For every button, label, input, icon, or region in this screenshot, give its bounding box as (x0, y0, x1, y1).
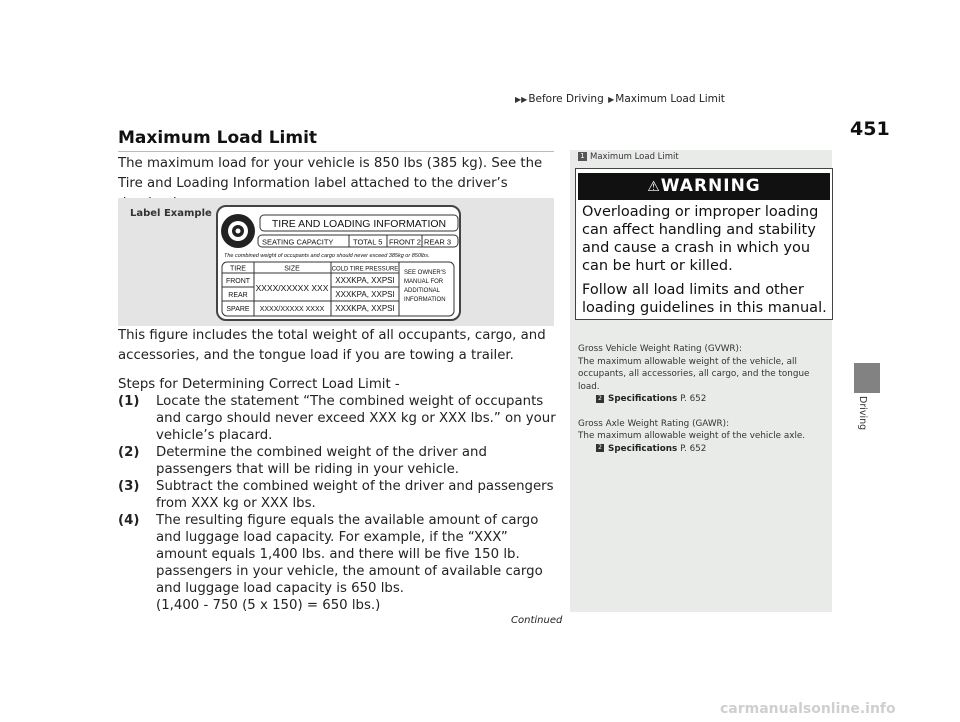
tire-loading-label (216, 205, 461, 321)
tire-icon (221, 214, 255, 248)
warning-header: ⚠WARNING (578, 173, 830, 200)
reference-arrow-icon: 2 (596, 444, 604, 452)
main-body (118, 326, 558, 614)
watermark: carmanualsonline.info (720, 701, 896, 717)
step-item: (3) Subtract the combined weight of the driver and passengers from XXX kg or XXX lbs. (118, 479, 554, 511)
row-rear: REAR (228, 292, 248, 299)
gawr-text: The maximum allowable weight of the vehicle axle. (578, 431, 806, 441)
col-tire: TIRE (230, 265, 246, 273)
breadcrumb-arrow-icon: ▶▶ (515, 95, 528, 104)
steps-heading: Steps for Determining Correct Load Limit - (118, 377, 400, 392)
see-owners-manual: SEE OWNER'S MANUAL FOR ADDITIONAL INFORMATION (404, 270, 446, 303)
row-spare: SPARE (226, 306, 250, 313)
col-pressure: COLD TIRE PRESSURE (331, 266, 399, 273)
gvwr-text: The maximum allowable weight of the vehicle, all occupants, all accessories, all cargo, and the tongue load. (578, 356, 810, 392)
total-label: TOTAL 5 (353, 237, 383, 247)
size-spare: XXXX/XXXXX XXXX (259, 306, 325, 313)
warning-text: Overloading or improper loading can affect handling and stability and cause a crash in which you can be hurt or killed. Follow all load limits and other loading guidelines in this manual. (582, 204, 827, 316)
chapter-tab[interactable] (854, 363, 880, 393)
warning-icon: ⚠ (647, 179, 661, 195)
figure-description: This figure includes the total weight of all occupants, cargo, and accessories, and the tongue load if you are towing a trailer. (118, 328, 546, 363)
rear-seating-label: REAR 3 (424, 237, 452, 247)
figure-label: Label Example (130, 208, 212, 219)
step-item: (1) Locate the statement “The combined weight of occupants and cargo should never exceed XXX kg or XXX lbs.” on your vehicle’s placard. (118, 394, 556, 443)
intro-paragraph: The maximum load for your vehicle is 850 lbs (385 kg). See the Tire and Loading Information label attached to the driver’s (118, 156, 543, 191)
seating-capacity-label: SEATING CAPACITY (262, 237, 334, 247)
page-title: Maximum Load Limit (118, 128, 318, 148)
gawr-title: Gross Axle Weight Rating (GAWR): (578, 418, 730, 429)
step-item: (2) Determine the combined weight of the driver and passengers that will be riding in your vehicle. (118, 445, 487, 477)
breadcrumb-arrow-icon: ▶ (608, 95, 615, 104)
note-number-icon: 1 (578, 152, 587, 161)
pressure-rear: XXXKPA, XXPSI (335, 290, 395, 299)
label-title: TIRE AND LOADING INFORMATION (271, 218, 447, 230)
pressure-spare: XXXKPA, XXPSI (335, 304, 395, 313)
page-number: 451 (850, 118, 890, 140)
load-example: (1,400 - 750 (5 x 150) = 650 lbs.) (156, 598, 381, 613)
gawr-reference[interactable]: 2 Specifications P. 652 (578, 443, 828, 456)
gvwr-title: Gross Vehicle Weight Rating (GVWR): (578, 344, 742, 354)
chapter-tab-label: Driving (857, 396, 868, 431)
gvwr-reference[interactable]: 2 Specifications P. 652 (578, 393, 828, 406)
size-main: XXXX/XXXXX XXX (255, 283, 329, 293)
sidebar-heading: 1 Maximum Load Limit (578, 152, 679, 162)
breadcrumb (514, 93, 725, 105)
breadcrumb-subsection[interactable]: Maximum Load Limit (615, 93, 725, 105)
reference-arrow-icon: 2 (596, 395, 604, 403)
step-item: (4) The resulting figure equals the available amount of cargo and luggage load capacity. For example, if the “XXX” amount equals 1,400 lbs. and there will be five 150 lb. passengers in your vehicle, the amount of available cargo and luggage load capacity is 650 lbs. (118, 513, 543, 596)
title-divider (118, 151, 554, 152)
breadcrumb-section[interactable]: Before Driving (528, 93, 604, 105)
front-seating-label: FRONT 2 (389, 237, 421, 247)
pressure-front: XXXKPA, XXPSI (335, 276, 395, 285)
sidebar-notes (578, 343, 828, 455)
row-front: FRONT (225, 278, 251, 285)
continued-marker: Continued (511, 615, 563, 626)
steps-list (118, 393, 558, 597)
col-size: SIZE (284, 265, 300, 273)
combined-weight-note: The combined weight of occupants and cargo should never exceed 385kg or 850lbs. (224, 253, 430, 259)
